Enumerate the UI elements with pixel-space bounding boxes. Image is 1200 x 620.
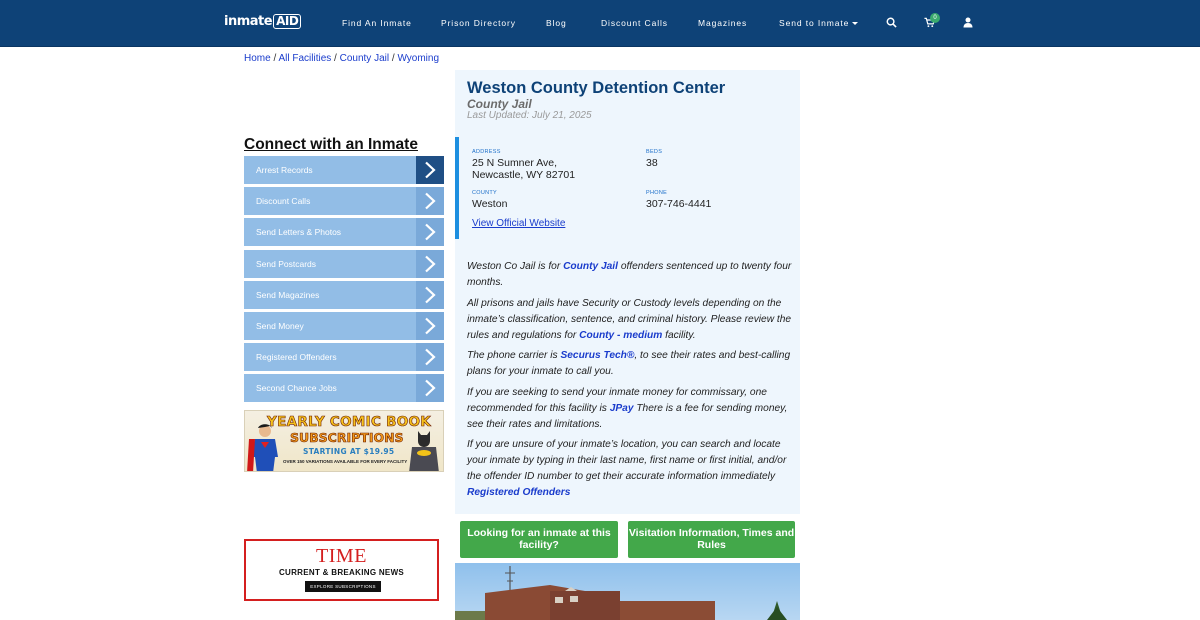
site-logo[interactable] xyxy=(224,14,301,29)
description-paragraph xyxy=(467,296,792,344)
breadcrumb-separator: / xyxy=(270,53,279,64)
description-paragraph xyxy=(467,437,792,501)
logo-text: inmate xyxy=(224,14,273,29)
search-icon[interactable] xyxy=(886,15,900,29)
comic-ad-line4: OVER 150 VARIATIONS AVAILABLE FOR EVERY FACILITY xyxy=(283,459,408,464)
chevron-right-icon xyxy=(416,281,444,309)
service-second-chance-jobs[interactable] xyxy=(244,374,444,402)
logo-aid: AID xyxy=(273,14,301,29)
chevron-right-icon xyxy=(416,312,444,340)
facility-title: Weston County Detention Center xyxy=(467,79,726,97)
securus-tech-link[interactable]: Securus Tech® xyxy=(560,350,635,361)
facility-type: County Jail xyxy=(467,97,532,111)
service-label: Discount Calls xyxy=(256,196,311,207)
batman-icon xyxy=(409,429,439,472)
desc-text: If you are unsure of your inmate’s location, you can search and locate your inmate by typing in their last name, first name or first initial, and/or the offender ID number to get their accurate information immediately xyxy=(467,439,787,482)
service-send-letters-photos[interactable] xyxy=(244,218,444,246)
desc-text: , to see their rates and best-calling plans for your inmate to call you. xyxy=(467,350,791,377)
time-logo: TIME xyxy=(316,545,367,567)
service-label: Arrest Records xyxy=(256,165,313,175)
description-paragraph xyxy=(467,259,792,291)
chevron-right-icon xyxy=(416,187,444,215)
comic-ad-line1: YEARLY COMIC BOOK xyxy=(267,414,432,430)
time-tagline: CURRENT & BREAKING NEWS xyxy=(278,568,405,577)
top-navbar xyxy=(0,0,1200,47)
explore-subscriptions-button[interactable]: EXPLORE SUBSCRIPTIONS xyxy=(305,581,381,592)
service-label: Send Money xyxy=(256,320,304,331)
facility-info-panel xyxy=(455,137,800,239)
nav-magazines[interactable]: Magazines xyxy=(698,18,748,28)
last-updated: Last Updated: July 21, 2025 xyxy=(467,110,592,121)
service-arrest-records[interactable] xyxy=(244,156,444,184)
chevron-right-icon xyxy=(416,374,444,402)
county-medium-link[interactable]: County - medium xyxy=(579,329,663,341)
phone-label: PHONE xyxy=(646,190,668,196)
breadcrumb-home[interactable]: Home xyxy=(244,53,271,64)
nav-send-to-inmate[interactable] xyxy=(779,18,858,28)
desc-text: facility. xyxy=(662,329,696,341)
county-value: Weston xyxy=(472,198,508,210)
beds-label: BEDS xyxy=(646,149,663,155)
beds-value: 38 xyxy=(646,157,658,169)
registered-offenders-link[interactable]: Registered Offenders xyxy=(467,487,571,498)
chevron-right-icon xyxy=(416,218,444,246)
service-label: Second Chance Jobs xyxy=(256,383,337,394)
service-registered-offenders[interactable] xyxy=(244,343,444,371)
looking-for-inmate-button[interactable]: Looking for an inmate at this facility? xyxy=(460,521,618,558)
county-jail-link[interactable]: County Jail xyxy=(563,261,618,272)
nav-discount-calls[interactable]: Discount Calls xyxy=(601,18,668,28)
phone-value[interactable]: 307-746-4441 xyxy=(646,198,712,210)
connect-title: Connect with an Inmate xyxy=(244,136,418,153)
facility-description xyxy=(467,259,792,506)
facility-card xyxy=(455,70,800,514)
service-list xyxy=(244,156,444,406)
county-label: COUNTY xyxy=(472,190,498,196)
desc-text: If you are seeking to send your inmate money for commissary, one recommended for this facility is xyxy=(467,386,767,414)
user-icon[interactable] xyxy=(963,15,977,29)
service-label: Send Magazines xyxy=(256,289,320,300)
address-line1: 25 N Sumner Ave, xyxy=(472,157,558,169)
facility-building-image xyxy=(455,563,800,620)
chevron-right-icon xyxy=(416,156,444,184)
nav-send-to-inmate-label: Send to Inmate xyxy=(779,18,850,28)
desc-text: Weston Co Jail is for xyxy=(467,261,564,272)
service-send-money[interactable] xyxy=(244,312,444,340)
chevron-right-icon xyxy=(416,250,444,278)
service-discount-calls[interactable] xyxy=(244,187,444,215)
description-paragraph xyxy=(467,385,792,433)
cart-count-badge: 0 xyxy=(930,13,940,23)
breadcrumb-all-facilities[interactable]: All Facilities xyxy=(278,53,332,64)
desc-text: offenders sentenced up to twenty four months. xyxy=(467,261,792,288)
jpay-link[interactable]: JPay xyxy=(609,402,634,414)
service-label: Send Postcards xyxy=(256,258,317,269)
chevron-right-icon xyxy=(416,343,444,371)
chevron-down-icon xyxy=(852,22,858,25)
service-label: Send Letters & Photos xyxy=(256,227,342,238)
nav-blog[interactable]: Blog xyxy=(546,18,567,28)
nav-find-an-inmate[interactable]: Find An Inmate xyxy=(342,18,412,28)
service-send-postcards[interactable] xyxy=(244,250,444,278)
desc-text: There is a fee for sending money, see their rates and limitations. xyxy=(467,402,788,430)
description-paragraph xyxy=(467,348,792,380)
official-website-link[interactable]: View Official Website xyxy=(472,218,566,229)
desc-text: The phone carrier is xyxy=(467,350,561,361)
comic-ad-line2: SUBSCRIPTIONS xyxy=(290,430,404,445)
superhero-icon xyxy=(247,423,283,472)
breadcrumb-separator: / xyxy=(331,53,340,64)
address-label: ADDRESS xyxy=(472,149,501,155)
address-line2: Newcastle, WY 82701 xyxy=(472,169,576,181)
nav-prison-directory[interactable]: Prison Directory xyxy=(441,18,516,28)
facility-photo xyxy=(455,563,800,620)
time-magazine-ad[interactable] xyxy=(244,539,439,601)
desc-text: All prisons and jails have Security or Custody levels depending on the inmate’s classification, sentence, and criminal history. Please review the rules and regulations for xyxy=(467,297,792,341)
breadcrumb-wyoming[interactable]: Wyoming xyxy=(397,53,440,64)
breadcrumb-county-jail[interactable]: County Jail xyxy=(339,53,390,64)
visitation-info-button[interactable]: Visitation Information, Times and Rules xyxy=(628,521,795,558)
breadcrumb xyxy=(244,53,439,64)
breadcrumb-separator: / xyxy=(389,53,398,64)
comic-ad-line3: STARTING AT $19.95 xyxy=(303,447,395,456)
service-send-magazines[interactable] xyxy=(244,281,444,309)
comic-subscription-ad[interactable] xyxy=(244,410,444,472)
service-label: Registered Offenders xyxy=(256,352,337,363)
